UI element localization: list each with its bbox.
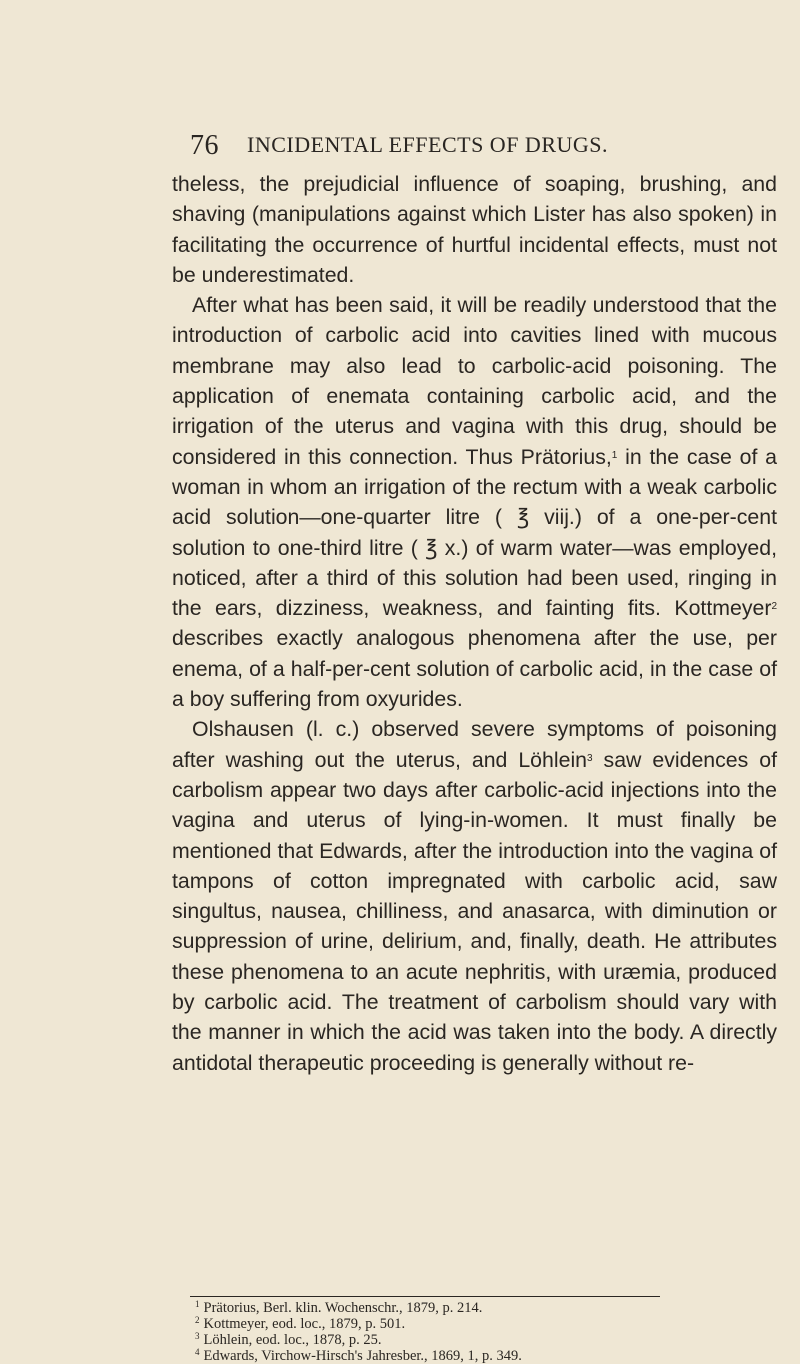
- footnote: [195, 1348, 775, 1364]
- footnote-text: Edwards, Virchow-Hirsch's Jahresber., 1869, 1, p. 349.: [203, 1348, 522, 1364]
- footnote-ref-3: 3: [587, 752, 593, 764]
- footnote-text: Prätorius, Berl. klin. Wochenschr., 1879, p. 214.: [203, 1300, 483, 1316]
- paragraph-2: [172, 290, 777, 714]
- footnote: [195, 1316, 775, 1332]
- paragraph-3-text-b: saw evidences of carbolism appear two days after carbolic-acid injections into the vagina and uterus of lying-in-women. It must finally be mentioned that Edwards, after the introduction into the vagina of tampons of cotton impregnated with carbolic acid, saw singultus, nausea, chilliness, and anasarca, with diminution or suppression of urine, delirium, and, finally, death. He attributes these phenomena to an acute nephritis, with uræmia, produced by carbolic acid. The treatment of carbolism should vary with the manner in which the acid was taken into the body. A directly antidotal therapeutic proceeding is generally without re-: [172, 747, 777, 1075]
- paragraph-3-text-a: Olshausen (l. c.) observed severe symptoms of poisoning after washing out the uterus, and Löhlein: [172, 717, 777, 772]
- paragraph-2-text-c: describes exactly analogous phenomena after the use, per enema, of a half-per-cent solution of carbolic acid, in the case of a boy suffering from oxyurides.: [172, 626, 777, 712]
- paragraph-1: [172, 169, 777, 290]
- footnote-mark: 1: [195, 1299, 200, 1309]
- paragraph-2-text-b: in the case of a woman in whom an irrigation of the rectum with a weak carbolic acid solution—one-quarter litre ( ℥ viij.) of a one-per-cent solution to one-third litre ( ℥ x.) of warm water—was employed, noticed, after a third of this solution had been used, ringing in the ears, dizziness, weakness, and fainting fits. Kottmeyer: [172, 444, 777, 621]
- page-number: 76: [190, 130, 219, 161]
- footnote-ref-2: 2: [771, 601, 777, 613]
- paragraph-1-text: theless, the prejudicial influence of soaping, brushing, and shaving (manipulations against which Lister has also spoken) in facilitating the occurrence of hurtful incidental effects, must not be underestimated.: [172, 172, 777, 287]
- body-text: [172, 169, 777, 1078]
- paragraph-2-text-a: After what has been said, it will be readily understood that the introduction of carbolic acid into cavities lined with mucous membrane may also lead to carbolic-acid poisoning. The application of enemata containing carbolic acid, and the irrigation of the uterus and vagina with this drug, should be considered in this connection. Thus Prätorius,: [172, 293, 777, 469]
- footnote: [195, 1332, 775, 1348]
- footnote-mark: 3: [195, 1331, 200, 1341]
- footnote-divider: [190, 1296, 660, 1297]
- footnote-text: Löhlein, eod. loc., 1878, p. 25.: [203, 1332, 382, 1348]
- footnote: [195, 1300, 775, 1316]
- footnotes: [195, 1300, 775, 1364]
- footnote-mark: 2: [195, 1315, 200, 1325]
- running-title: INCIDENTAL EFFECTS OF DRUGS.: [247, 132, 609, 157]
- footnote-text: Kottmeyer, eod. loc., 1879, p. 501.: [203, 1316, 406, 1332]
- footnote-mark: 4: [195, 1347, 200, 1357]
- running-header: [190, 130, 608, 162]
- footnote-ref-1: 1: [611, 449, 618, 461]
- paragraph-3: [172, 714, 777, 1078]
